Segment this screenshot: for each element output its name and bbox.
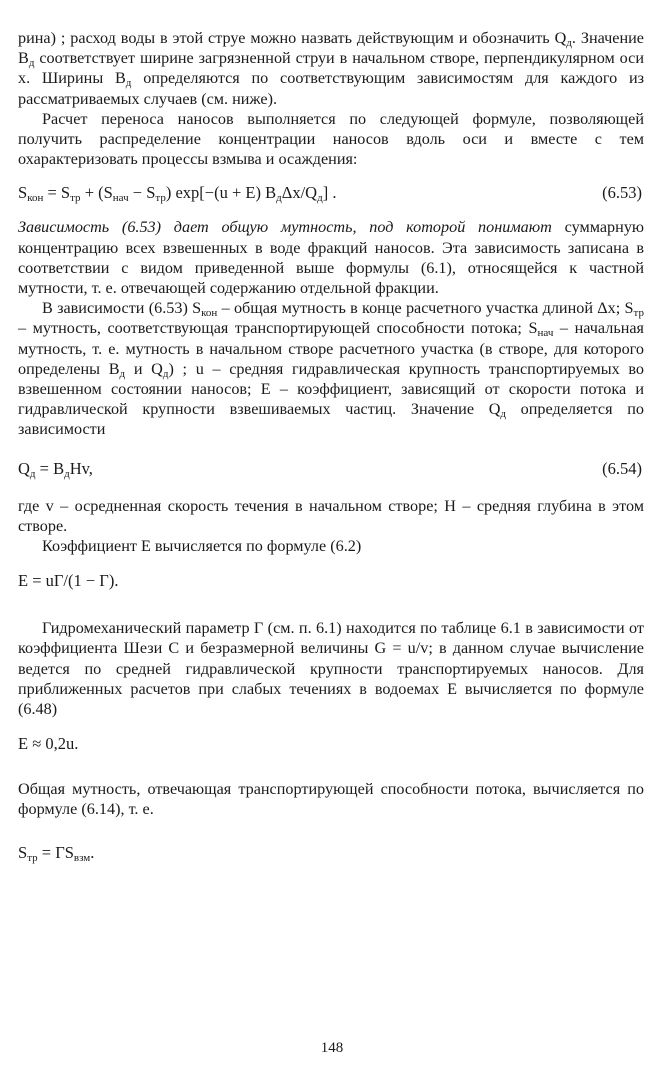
equation-s-tr — [18, 842, 644, 864]
paragraph-5: где v – осредненная скорость течения в начальном створе; H – средняя глубина в этом створе. — [18, 496, 644, 535]
page-number: 148 — [320, 1040, 344, 1056]
paragraph-4: В зависимости (6.53) $S_{кон}$ – общая мутность в конце расчетного участка длиной Δx; $S_{тр}$ – мутность, соответствующая транспортирующей способности потока; $S_{нач}$ – начальная мутность, т. е. мутность в начальном створе расчетного участка (в створе, для которого определены $B_д$ и $Q_д$) ; u – средняя гидравлическая крупность транспортируемых во взвешенном состоянии наносов; E – коэффициент, зависящий от скорости потока и гидравлической крупности взвешиваемых частиц. Значение $Q_д$ определяется по зависимости — [18, 299, 645, 439]
paragraph-7: Гидромеханический параметр Г (см. п. 6.1) находится по таблице 6.1 в зависимости от коэффициента Шези C и безразмерной величины G = u/v; в данном случае вычисление ведется по средней гидравлической крупности транспортируемых наносов. Для приближенных расчетов при слабых течениях в водоемах E вычисляется по формуле (6.48) — [18, 619, 644, 719]
equation-e-approx-body: E ≈ 0,2u. — [18, 734, 79, 754]
equation-6-53 — [18, 182, 644, 204]
equation-e-gamma — [18, 570, 644, 592]
equation-6-53-body: $S_{кон} = S_{тр} + (S_{нач} - S_{тр}) \exp[-(u + E)$ $B_д\Delta x/Q_д$] . — [18, 183, 337, 205]
paragraph-6: Коэффициент E вычисляется по формуле (6.2) — [42, 537, 362, 556]
equation-6-54-body: $Q_д = B_дHv$, — [18, 458, 93, 480]
equation-6-53-number: (6.53) — [602, 183, 642, 203]
equation-6-54 — [18, 458, 644, 480]
paragraph-1: рина) ; расход воды в этой струе можно назвать действующим и обозначить $Q_д$. Значение $B_д$ соответствует ширине загрязненной струи в начальном створе, перпендикулярном оси x. Ширины $B_д$ определяются по соответствующим зависимостям для каждого из рассматриваемых случаев (см. ниже). — [18, 29, 644, 108]
equation-e-approx — [18, 733, 644, 755]
paragraph-8: Общая мутность, отвечающая транспортирующей способности потока, вычисляется по формуле (6.14), т. е. — [18, 780, 644, 819]
page-content — [18, 28, 644, 864]
equation-6-54-number: (6.54) — [602, 458, 642, 478]
equation-s-tr-body: $S_{тр} = ГS_{взм}$. — [18, 842, 95, 864]
paragraph-2: Расчет переноса наносов выполняется по следующей формуле, позволяющей получить распределение концентрации наносов вдоль оси и вместе с тем охарактеризовать процессы взмыва и осаждения: — [18, 109, 644, 169]
equation-e-gamma-body: E = uГ/(1 − Г). — [18, 571, 119, 591]
paragraph-3: Зависимость (6.53) дает общую мутность, под которой понимают суммарную концентрацию всех взвешенных в воде фракций наносов. Эта зависимость записана в соответствии с видом приведенной выше формулы (6.1), относящейся к частной мутности, т. е. отвечающей содержанию отдельной фракции. — [18, 218, 645, 298]
